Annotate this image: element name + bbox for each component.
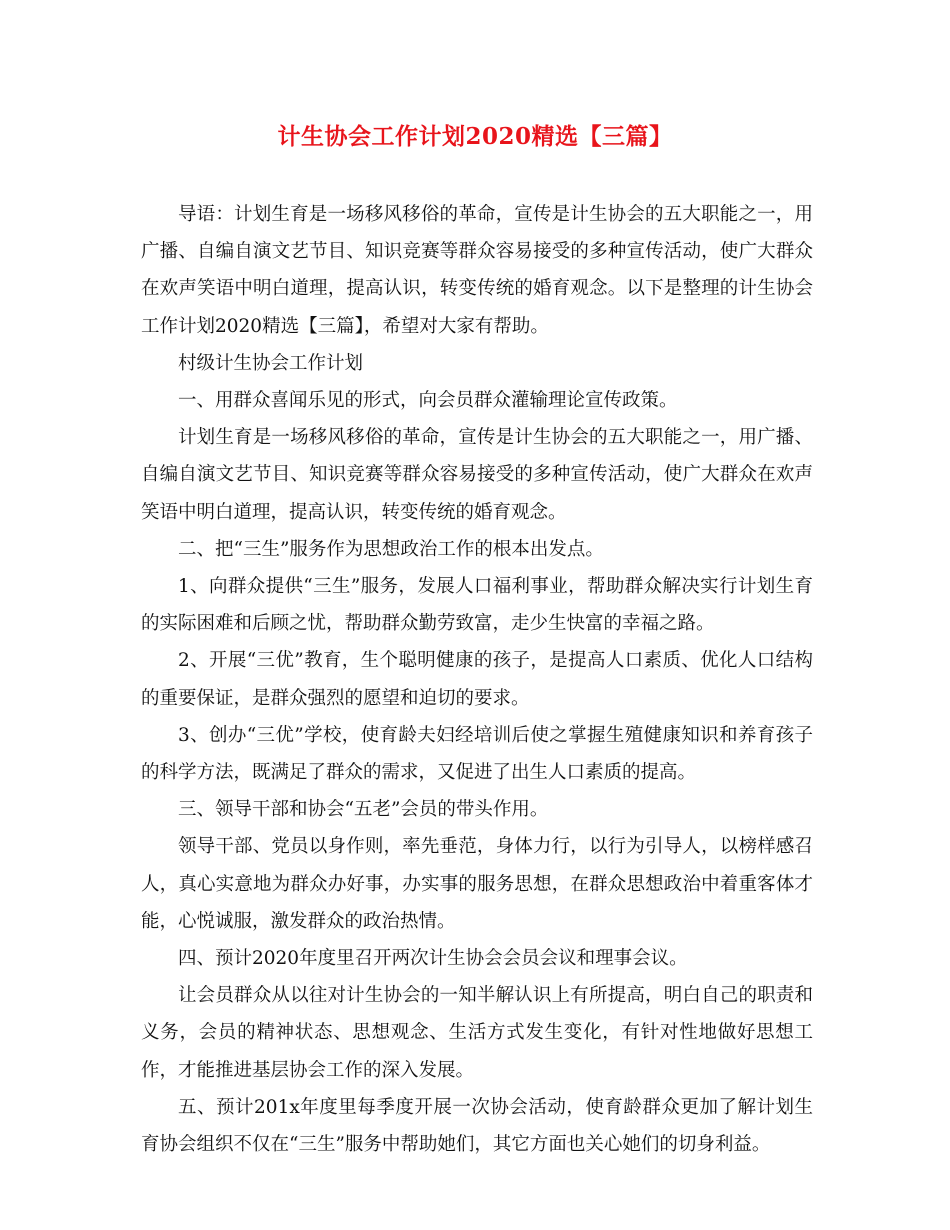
point-heading-5: 五、预计201x年度里每季度开展一次协会活动，使育龄群众更加了解计划生育协会组织不仅在“三生”服务中帮助她们，其它方面也关心她们的切身利益。 — [141, 1096, 813, 1156]
paragraph: 3、创办“三优”学校，使育龄夫妇经培训后使之掌握生殖健康知识和养育孩子的科学方法，既满足了群众的需求，又促进了出生人口素质的提高。 — [141, 724, 813, 784]
paragraph: 领导干部、党员以身作则，率先垂范，身体力行，以行为引导人，以榜样感召人，真心实意地为群众办好事，办实事的服务思想，在群众思想政治中着重客体才能，心悦诚服，激发群众的政治热情。 — [141, 836, 813, 932]
paragraph: 计划生育是一场移风移俗的革命，宣传是计生协会的五大职能之一，用广播、自编自演文艺节目、知识竞赛等群众容易接受的多种宣传活动，使广大群众在欢声笑语中明白道理，提高认识，转变传统的婚育观念。 — [141, 427, 813, 523]
paragraph-intro: 导语：计划生育是一场移风移俗的革命，宣传是计生协会的五大职能之一，用广播、自编自演文艺节目、知识竞赛等群众容易接受的多种宣传活动，使广大群众在欢声笑语中明白道理，提高认识，转变传统的婚育观念。以下是整理的计生协会工作计划2020精选【三篇】，希望对大家有帮助。 — [141, 204, 813, 337]
document-title: 计生协会工作计划2020精选【三篇】 — [277, 123, 673, 150]
paragraph: 让会员群众从以往对计生协会的一知半解认识上有所提高，明白自己的职责和义务，会员的精神状态、思想观念、生活方式发生变化，有针对性地做好思想工作，才能推进基层协会工作的深入发展。 — [141, 985, 813, 1081]
document-body — [141, 196, 813, 1163]
paragraph: 2、开展“三优”教育，生个聪明健康的孩子，是提高人口素质、优化人口结构的重要保证，是群众强烈的愿望和迫切的要求。 — [141, 650, 813, 709]
point-heading-2: 二、把“三生”服务作为思想政治工作的根本出发点。 — [178, 538, 604, 560]
point-heading-3: 三、领导干部和协会“五老”会员的带头作用。 — [178, 799, 549, 821]
paragraph: 1、向群众提供“三生”服务，发展人口福利事业，帮助群众解决实行计划生育的实际困难和后顾之忧，帮助群众勤劳致富，走少生快富的幸福之路。 — [141, 576, 813, 635]
point-heading-4: 四、预计2020年度里召开两次计生协会会员会议和理事会议。 — [178, 948, 688, 970]
point-heading-1: 一、用群众喜闻乐见的形式，向会员群众灌输理论宣传政策。 — [178, 390, 678, 412]
section-heading: 村级计生协会工作计划 — [178, 352, 364, 374]
